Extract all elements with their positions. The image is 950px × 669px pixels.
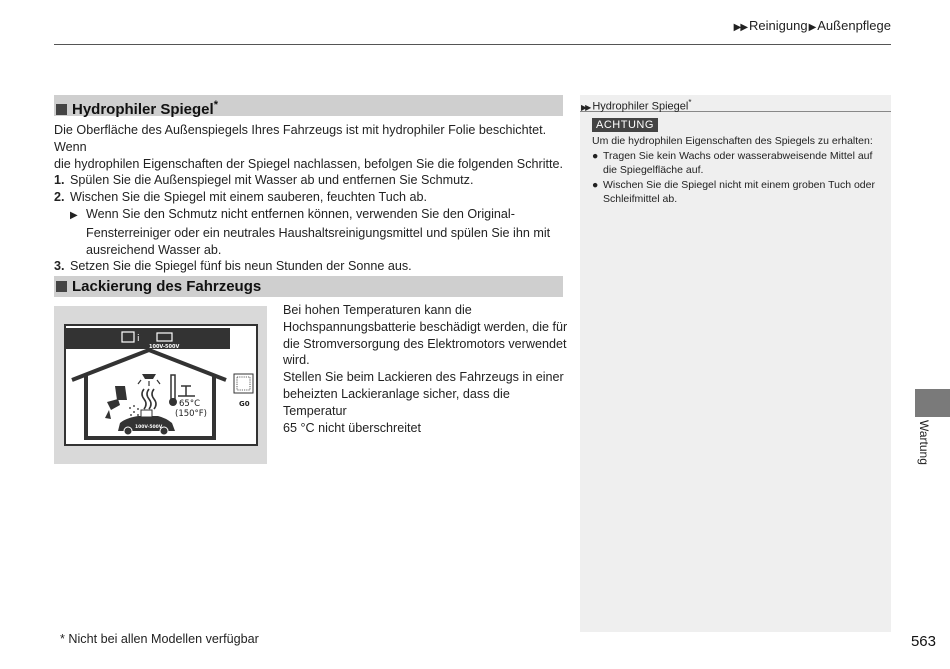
header-rule (54, 44, 891, 45)
bullet-text: Wischen Sie die Spiegel nicht mit einem groben Tuch oder (603, 178, 875, 191)
intro-line: Die Oberfläche des Außenspiegels Ihres Fahrzeugs ist mit hydrophiler Folie beschichtet. Wenn (54, 123, 547, 154)
text-line: Stellen Sie beim Lackieren des Fahrzeugs in einer (283, 370, 564, 385)
breadcrumb (734, 18, 891, 33)
text-line: Hochspannungsbatterie beschädigt werden, die für (283, 319, 568, 334)
step-3 (54, 258, 569, 275)
spray-gun-icon (115, 386, 127, 400)
note-line: ausreichend Wasser ab. (86, 242, 222, 257)
text-line: Bei hohen Temperaturen kann die (283, 303, 472, 317)
breadcrumb-reinigung[interactable]: Reinigung (749, 18, 808, 33)
section-heading-lackierung (54, 276, 563, 297)
bullet-icon: ● (592, 149, 599, 162)
sidebar-bullet (592, 178, 884, 193)
section2-body (283, 302, 568, 436)
square-bullet-icon (56, 104, 67, 115)
sidebar-bullet (592, 149, 884, 164)
step-text: Wischen Sie die Spiegel mit einem sauberen, feuchten Tuch ab. (70, 190, 428, 205)
step-number: 1. (54, 173, 65, 188)
sidebar-text (592, 134, 884, 207)
svg-text:i: i (137, 334, 140, 344)
breadcrumb-aussenpflege[interactable]: Außenpflege (817, 18, 891, 33)
voltage-label: 100V-500V (149, 344, 180, 350)
step-text: Setzen Sie die Spiegel fünf bis neun Stunden der Sonne aus. (70, 259, 412, 274)
step-number: 2. (54, 190, 65, 205)
section-heading-hydrophiler-spiegel (54, 95, 563, 116)
text-line: wird. (283, 353, 310, 368)
painting-warning-figure (54, 306, 267, 464)
step-text: Spülen Sie die Außenspiegel mit Wasser ab und entfernen Sie Schmutz. (70, 173, 474, 188)
step-2 (54, 189, 569, 206)
double-arrow-icon: ▶▶ (733, 22, 748, 33)
section1-body (54, 122, 569, 275)
arrow-icon: ▶ (808, 22, 816, 33)
footnote-star: * (213, 99, 218, 111)
achtung-badge: ACHTUNG (592, 118, 658, 132)
chapter-tab[interactable] (915, 389, 950, 417)
painting-warning-illustration (54, 306, 267, 464)
sidebar-title-text: Hydrophiler Spiegel (592, 100, 689, 113)
arrow-right-icon: ▶ (70, 209, 78, 221)
text-line: beheizten Lackieranlage sicher, dass die Temperatur (283, 386, 510, 418)
text-line: die Stromversorgung des Elektromotors verwendet (283, 336, 567, 351)
reference-icon: ▶▶ (581, 102, 590, 112)
car-voltage-label: 100V-500V (135, 425, 163, 430)
sidebar-intro: Um die hydrophilen Eigenschaften des Spiegels zu erhalten: (592, 135, 873, 147)
step-number: 3. (54, 259, 65, 274)
section-title: Lackierung des Fahrzeugs (72, 278, 262, 295)
figure-code: G0 (239, 400, 250, 408)
square-bullet-icon (56, 281, 67, 292)
note-line: Fensterreiniger oder ein neutrales Haushaltsreinigungsmittel und spülen Sie ihn mit (86, 225, 551, 240)
note-line: Wenn Sie den Schmutz nicht entfernen können, verwenden Sie den Original- (86, 206, 515, 221)
section-title: Hydrophiler Spiegel (72, 101, 214, 118)
bullet-text: die Spiegelfläche auf. (603, 164, 704, 176)
temperature-celsius: 65°C (179, 399, 201, 409)
step-2-note (54, 206, 569, 225)
page-number: 563 (910, 633, 936, 650)
chapter-tab-label: Wartung (917, 420, 931, 465)
temperature-fahrenheit: (150°F) (175, 409, 207, 419)
bullet-text: Tragen Sie kein Wachs oder wasserabweisende Mittel auf (603, 149, 873, 162)
footnote-star: * (688, 98, 692, 107)
step-1 (54, 172, 569, 189)
sidebar-title (580, 95, 891, 112)
intro-line: die hydrophilen Eigenschaften der Spiegel nachlassen, befolgen Sie die folgenden Schritte. (54, 156, 564, 171)
footnote: * Nicht bei allen Modellen verfügbar (60, 632, 259, 646)
bullet-text: Schleifmittel ab. (603, 193, 678, 205)
text-line: 65 °C nicht überschreitet (283, 420, 422, 435)
bullet-icon: ● (592, 178, 599, 191)
